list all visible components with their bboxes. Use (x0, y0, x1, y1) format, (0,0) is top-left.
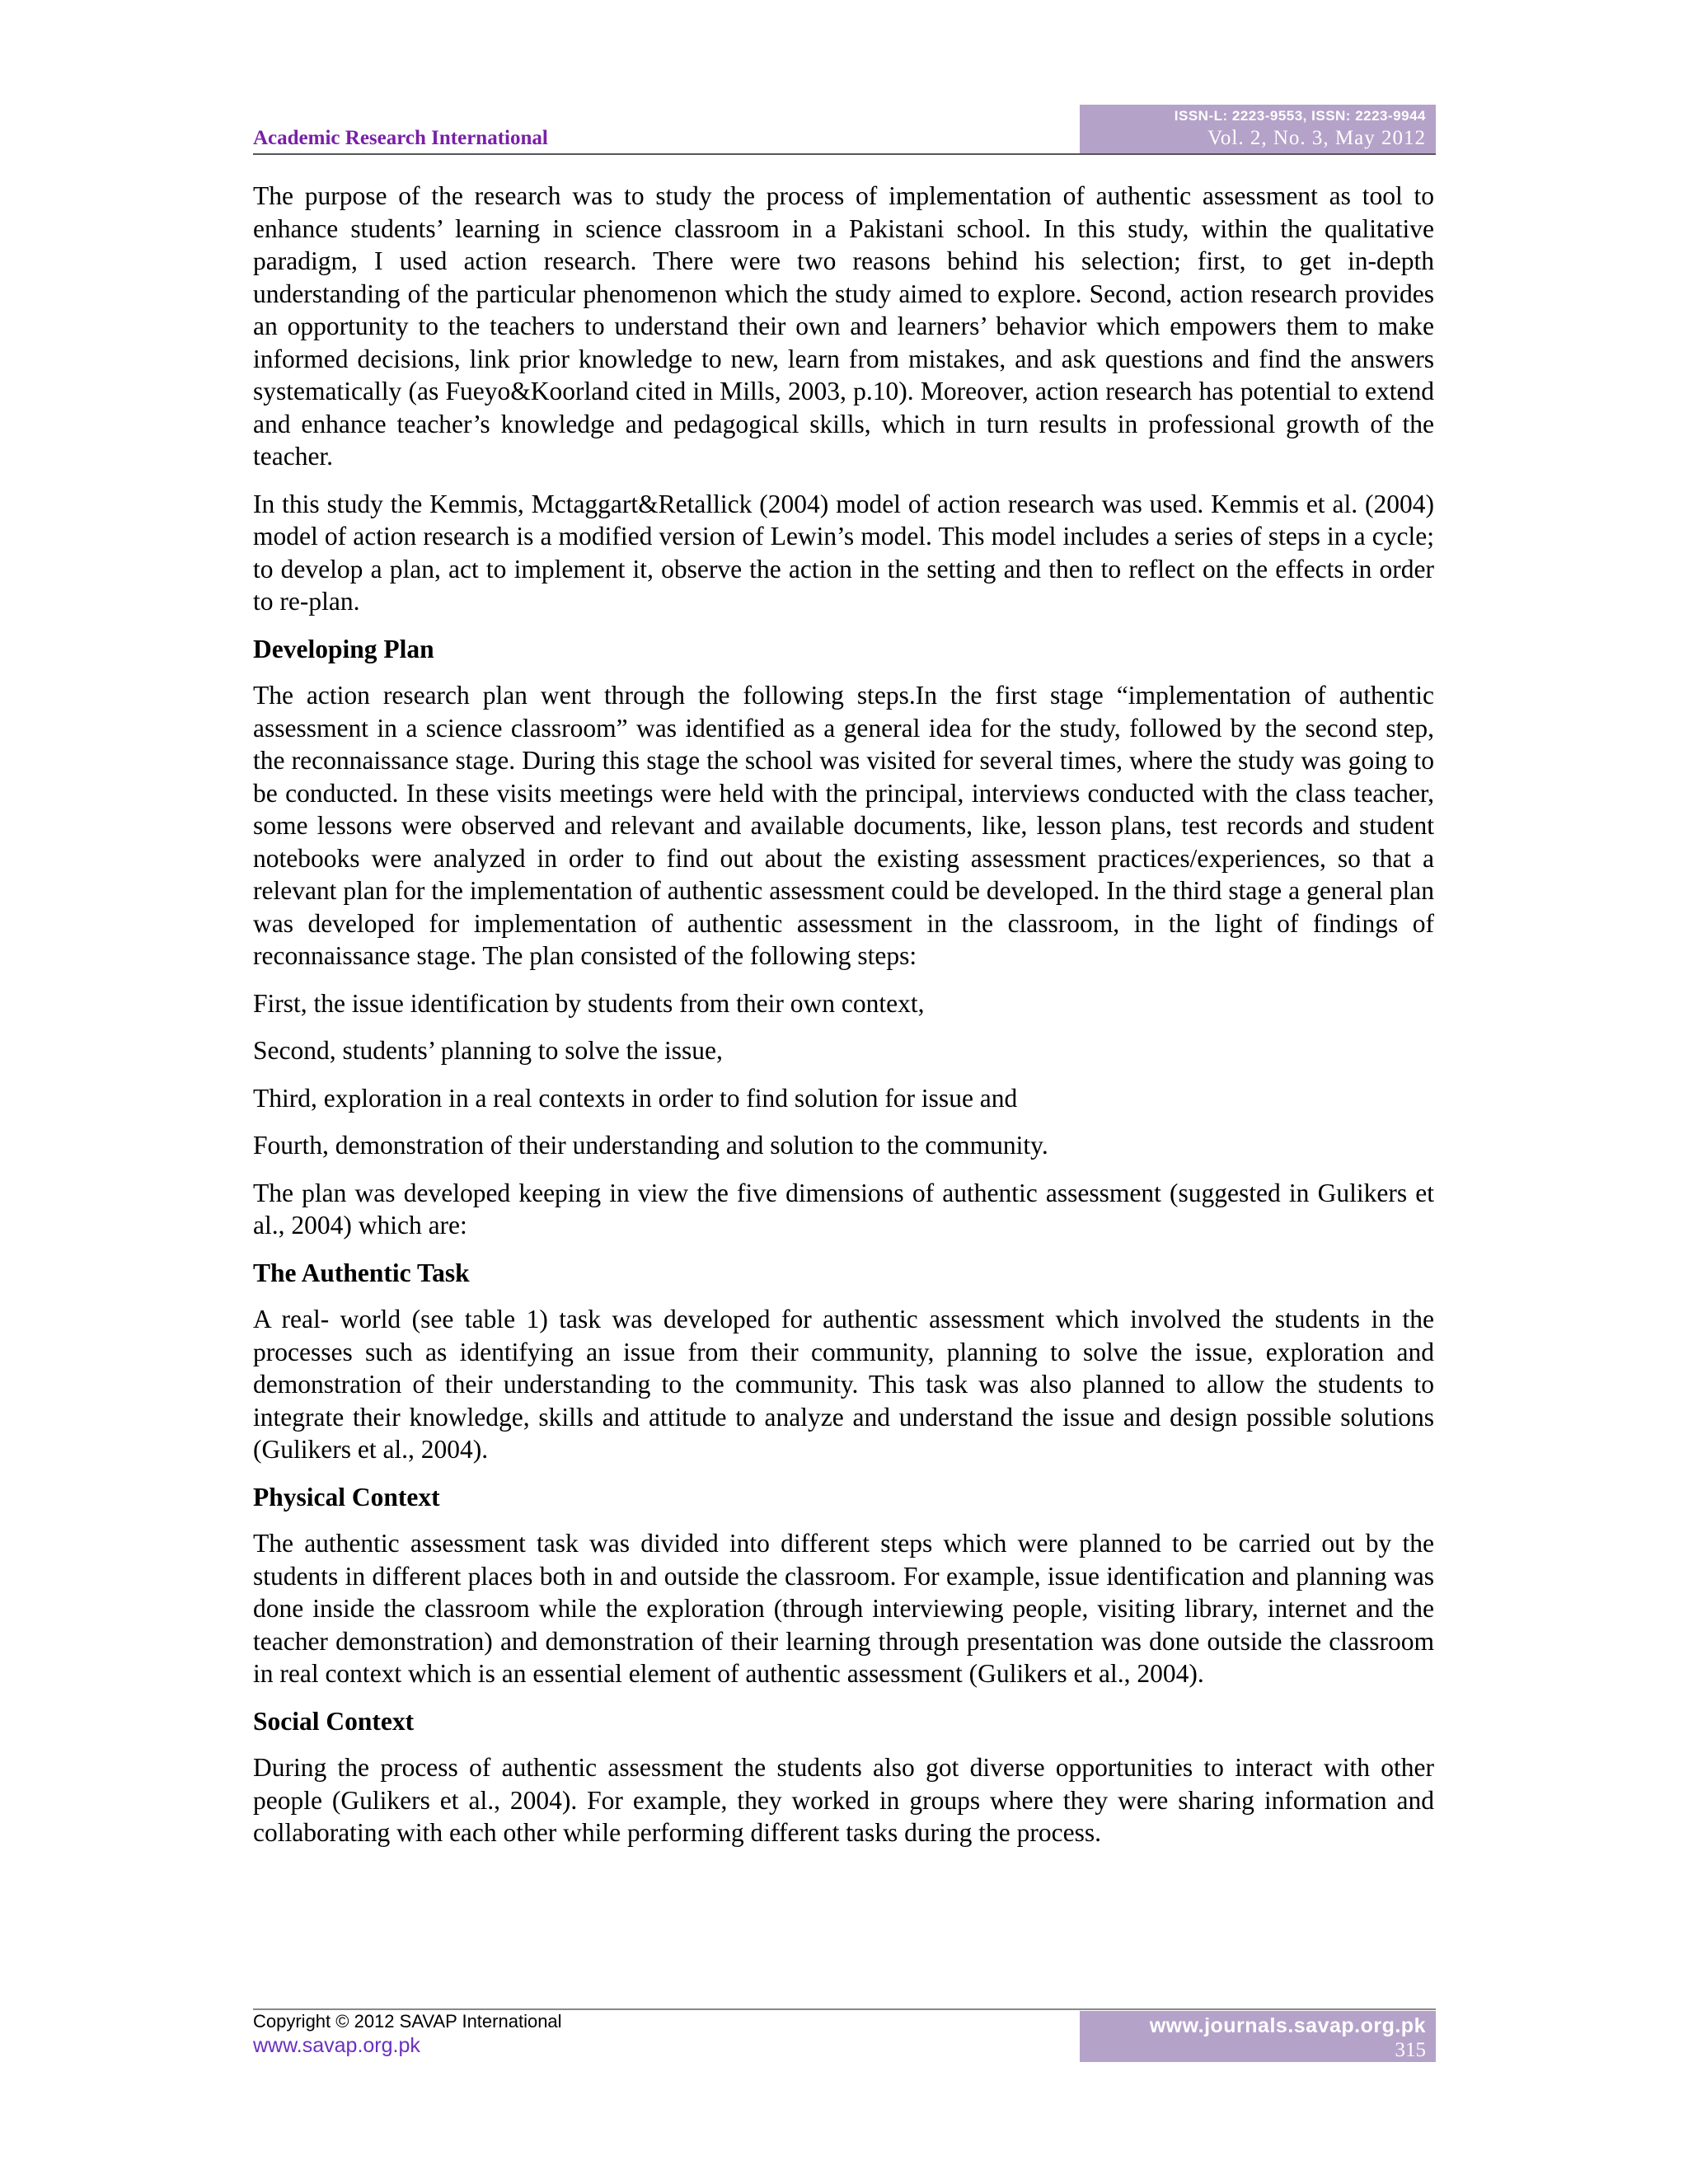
heading-developing-plan: Developing Plan (253, 634, 434, 663)
paragraph-authentic-task: A real- world (see table 1) task was developed for authentic assessment which involved the students in the processes such as identifying an issue from their community, planning to solve the issue, exploration and demonstration of their understanding to the community. This task was also planned to allow the students to integrate their knowledge, skills and attitude to analyze and understand the issue and design possible solutions (Gulikers et al., 2004). (253, 1305, 1434, 1464)
paragraph-purpose: The purpose of the research was to study the process of implementation of authentic assessment as tool to enhance students’ learning in science classroom in a Pakistani school. In this study, within the qualitative paradigm, I used action research. There were two reasons behind his selection; first, to get in-depth understanding of the particular phenomenon which the study aimed to explore. Second, action research provides an opportunity to the teachers to understand their own and learners’ behavior which empowers them to make informed decisions, link prior knowledge to new, learn from mistakes, and ask questions and find the answers systematically (as Fueyo&Koorland cited in Mills, 2003, p.10). Moreover, action research has potential to extend and enhance teacher’s knowledge and pedagogical skills, which in turn results in professional growth of the teacher. (253, 181, 1434, 471)
plan-step-3: Third, exploration in a real contexts in order to find solution for issue and (253, 1083, 1018, 1113)
paragraph-model: In this study the Kemmis, Mctaggart&Retallick (2004) model of action research was used. Kemmis et al. (2004) model of action research is a modified version of Lewin’s model. This model includes a series of steps in a cycle; to develop a plan, act to implement it, observe the action in the setting and then to reflect on the effects in order to re-plan. (253, 489, 1434, 616)
footer-url-box (1080, 2011, 1436, 2062)
paragraph-dimensions: The plan was developed keeping in view the five dimensions of authentic assessment (suggested in Gulikers et al., 2004) which are: (253, 1178, 1434, 1240)
header-divider (253, 153, 1436, 155)
savap-link[interactable]: www.savap.org.pk (253, 2034, 420, 2057)
paragraph-plan: The action research plan went through the following steps.In the first stage “implementation of authentic assessment in a science classroom” was identified as a general idea for the study, followed by the second step, the reconnaissance stage. During this stage the school was visited for several times, where the study was going to be conducted. In these visits meetings were held with the principal, interviews conducted with the class teacher, some lessons were observed and relevant and available documents, like, lesson plans, test records and student notebooks were analyzed in order to find out about the existing assessment practices/experiences, so that a relevant plan for the implementation of authentic assessment could be developed. In the third stage a general plan was developed for implementation of authentic assessment in the classroom, in the light of findings of reconnaissance stage. The plan consisted of the following steps: (253, 681, 1434, 970)
plan-step-2: Second, students’ planning to solve the issue, (253, 1036, 723, 1065)
journal-title: Academic Research International (253, 127, 548, 149)
header-issn-box (1080, 105, 1436, 154)
heading-physical-context: Physical Context (253, 1482, 440, 1511)
volume-text: Vol. 2, No. 3, May 2012 (1207, 127, 1426, 149)
plan-step-4: Fourth, demonstration of their understanding and solution to the community. (253, 1131, 1048, 1160)
paragraph-social-context: During the process of authentic assessment the students also got diverse opportunities to interact with other people (Gulikers et al., 2004). For example, they worked in groups where they were sharing information and collaborating with each other while performing different tasks during the process. (253, 1753, 1434, 1847)
page-number: 315 (1395, 2039, 1426, 2061)
copyright-text: Copyright © 2012 SAVAP International (253, 2011, 562, 2032)
article-body (253, 180, 1434, 1864)
plan-step-1: First, the issue identification by students from their own context, (253, 988, 925, 1018)
paragraph-physical-context: The authentic assessment task was divided into different steps which were planned to be carried out by the students in different places both in and outside the classroom. For example, issue identification and planning was done inside the classroom while the exploration (through interviewing people, visiting library, internet and the teacher demonstration) and demonstration of their learning through presentation was done outside the classroom in real context which is an essential element of authentic assessment (Gulikers et al., 2004). (253, 1529, 1434, 1688)
heading-social-context: Social Context (253, 1706, 415, 1736)
journals-link[interactable]: www.journals.savap.org.pk (1149, 2014, 1426, 2037)
issn-text: ISSN-L: 2223-9553, ISSN: 2223-9944 (1174, 108, 1426, 124)
footer-divider (253, 2008, 1436, 2010)
heading-authentic-task: The Authentic Task (253, 1258, 470, 1287)
